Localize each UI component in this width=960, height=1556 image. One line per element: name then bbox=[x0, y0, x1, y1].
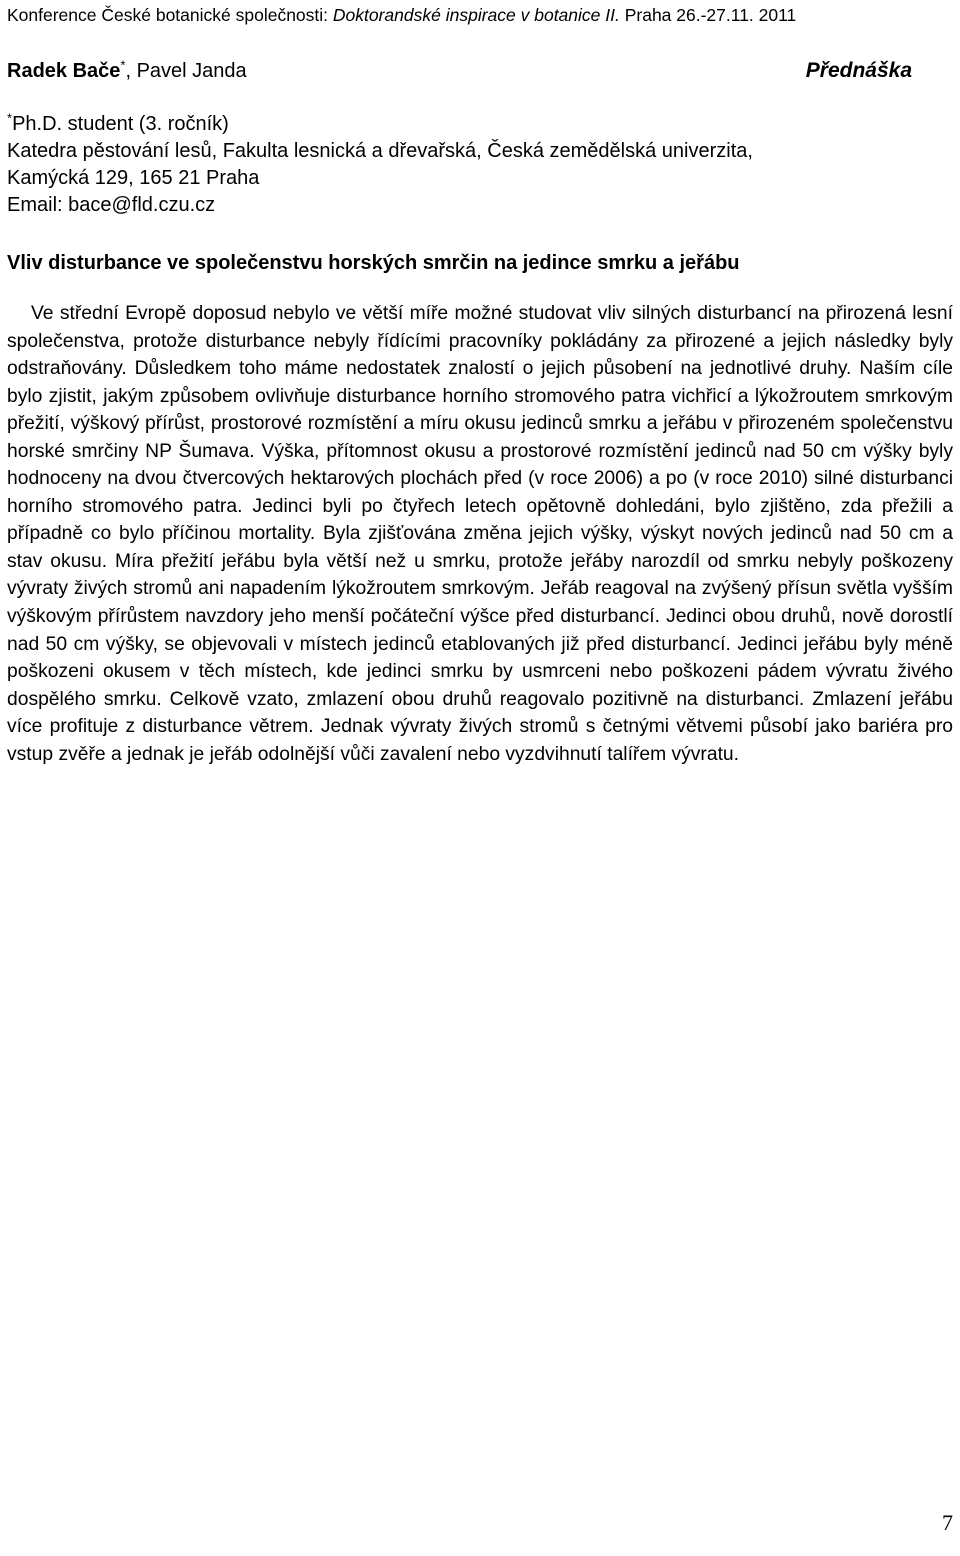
header-event: Doktorandské inspirace v botanice II. bbox=[332, 5, 620, 25]
affiliation-address: Kamýcká 129, 165 21 Praha bbox=[7, 167, 260, 189]
page-number: 7 bbox=[942, 1510, 953, 1535]
affiliation-status: Ph.D. student (3. ročník) bbox=[12, 113, 229, 135]
presentation-type: Přednáška bbox=[805, 59, 912, 82]
affiliation-block bbox=[7, 111, 947, 219]
author-line bbox=[7, 58, 913, 84]
affiliation-mark: * bbox=[7, 110, 13, 126]
affiliation-status-line bbox=[7, 111, 947, 138]
header-place-date: Praha 26.-27.11. 2011 bbox=[619, 5, 797, 25]
paper-title: Vliv disturbance ve společenstvu horských smrčin na jedince smrku a jeřábu bbox=[7, 252, 740, 274]
abstract-paragraph: Ve střední Evropě doposud nebylo ve větší míře možné studovat vliv silných disturbancí na přirozená lesní společenstva, protože disturbance nebyly řídícími pracovníky pokládány za přirozené a jejich následky byly odstraňovány. Důsledkem toho máme nedostatek znalostí o jejich působení na jednotlivé druhy. Naším cíle bylo zjistit, jakým způsobem ovlivňuje disturbance horního stromového patra vichřicí a lýkožroutem smrkovým přežití, výškový přírůst, prostorové rozmístění a míru okusu jedinců smrku a jeřábu v přirozeném společenstvu horské smrčiny NP Šumava. Výška, přítomnost okusu a prostorové rozmístění jedinců nad 50 cm výšky byly hodnoceny na dvou čtvercových hektarových plochách před (v roce 2006) a po (v roce 2010) silné disturbanci horního stromového patra. Jedinci byli po čtyřech letech opětovně dohledáni, bylo zjištěno, zda přežili a případně co bylo příčinou mortality. Byla zjišťována změna jejich výšky, výskyt nových jedinců nad 50 cm a stav okusu. Míra přežití jeřábu byla větší než u smrku, protože jeřáby narozdíl od smrku nebyly poškozeny vývraty živých stromů ani napadením lýkožroutem smrkovým. Jeřáb reagoval na zvýšený přísun světla vyšším výškovým přírůstem navzdory jeho menší počáteční výšce před disturbancí. Jedinci obou druhů, nově dorostlí nad 50 cm výšky, se objevovali v místech jedinců etablovaných již před disturbancí. Jedinci jeřábu byly méně poškozeni okusem v těch místech, kde jedinci smrku by usmrceni nebo poškozeni pádem vývratu živého dospělého smrku. Celkově vzato, zmlazení obou druhů reagovalo pozitivně na disturbanci. Zmlazení jeřábu více profituje z disturbance větrem. Jednak vývraty živých stromů s četnými větvemi působí jako bariéra pro vstup zvěře a jednak je jeřáb odolnější vůči zavalení nebo vyzdvihnutí talířem vývratu. bbox=[7, 303, 953, 765]
affiliation-department: Katedra pěstování lesů, Fakulta lesnická a dřevařská, Česká zemědělská univerzita, bbox=[7, 140, 753, 162]
header-prefix: Konference České botanické společnosti: bbox=[7, 5, 333, 25]
affiliation-email: Email: bace@fld.czu.cz bbox=[7, 194, 216, 216]
running-header bbox=[7, 4, 953, 26]
co-authors: , Pavel Janda bbox=[125, 60, 247, 82]
first-author-mark: * bbox=[120, 57, 126, 73]
first-author: Radek Bače bbox=[7, 60, 121, 82]
